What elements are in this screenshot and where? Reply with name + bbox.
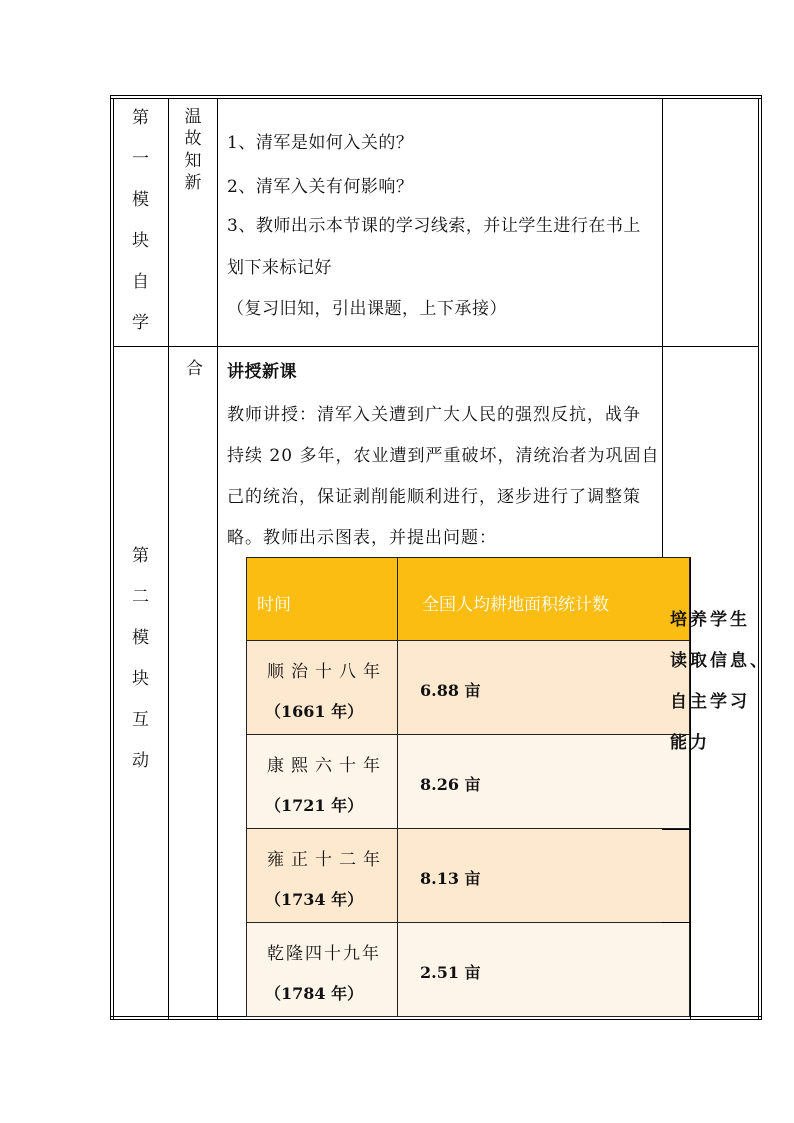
table-row-period-cell [246, 828, 398, 923]
module2-stage-char: 第 [132, 546, 149, 566]
module2-stage-char: 模 [132, 628, 149, 648]
table-row-area-cell [397, 734, 690, 829]
module1-question-3-cont: 划下来标记好 [227, 258, 332, 278]
module1-stage-char: 模 [132, 190, 149, 210]
module1-stage-char: 第 [132, 108, 149, 128]
module1-method-char: 温 [184, 107, 202, 127]
note-line: 培养学生 [670, 610, 750, 630]
row-area-value: 6.88 亩 [420, 681, 481, 700]
farmland-table [246, 557, 690, 1017]
divider-row-1 [113, 346, 759, 347]
row-period-year: （1721 年） [265, 796, 364, 815]
module1-stage-char: 块 [132, 231, 149, 251]
module1-method-label [169, 106, 217, 194]
table-row-area-cell [397, 922, 690, 1017]
module2-method-label: 合 [186, 359, 203, 379]
frame-right-line-inner [758, 98, 759, 1020]
row-period-year: （1784 年） [265, 984, 364, 1003]
frame-top-line-inner [110, 98, 762, 99]
table-row-area-cell [397, 828, 690, 923]
module2-paragraph-line: 略。教师出示图表，并提出问题： [227, 528, 497, 548]
row-period-name: 康熙六十年 [267, 756, 387, 776]
note-line: 能力 [670, 733, 710, 753]
note-cell-divider [662, 922, 690, 923]
table-row-period-cell [246, 640, 398, 735]
frame-top-line [110, 95, 762, 96]
note-cell-divider [662, 829, 690, 830]
table-header-area [397, 557, 690, 641]
module1-question-2: 2、清军入关有何影响？ [227, 177, 414, 197]
module1-method-char: 知 [184, 151, 202, 171]
row-period-year: （1661 年） [265, 702, 364, 721]
module2-stage-label [113, 536, 168, 782]
module2-paragraph-line: 己的统治，保证剥削能顺利进行，逐步进行了调整策 [227, 487, 641, 507]
module1-stage-char: 一 [132, 149, 149, 169]
frame-left-line [110, 95, 111, 1020]
module2-stage-char: 动 [132, 751, 149, 771]
module2-paragraph-line: 持续 20 多年，农业遭到严重破坏，清统治者为巩固自 [227, 446, 660, 466]
module1-stage-char: 自 [132, 272, 149, 292]
module2-stage-char: 二 [132, 587, 149, 607]
table-header-time [246, 557, 398, 641]
module2-stage-char: 互 [132, 710, 149, 730]
frame-bottom-line-inner [110, 1019, 762, 1020]
row-period-name: 乾隆四十九年 [267, 944, 381, 964]
module2-paragraph-line: 教师讲授：清军入关遭到广大人民的强烈反抗，战争 [227, 405, 641, 425]
module1-remark: （复习旧知，引出课题，上下承接） [227, 299, 507, 319]
module1-method-char: 新 [184, 173, 202, 193]
divider-col-3-top [662, 98, 663, 558]
divider-col-2 [217, 98, 218, 1019]
note-line: 读取信息、 [670, 651, 770, 671]
table-row-period-cell [246, 734, 398, 829]
module2-teaching-note [670, 600, 770, 764]
row-period-name: 顺治十八年 [267, 662, 387, 682]
frame-right-line [761, 95, 762, 1020]
module1-question-3: 3、教师出示本节课的学习线索，并让学生进行在书上 [227, 216, 641, 236]
module1-stage-label [113, 98, 168, 344]
table-header-time-text: 时间 [257, 595, 291, 615]
table-row-area-cell [397, 640, 690, 735]
module2-heading: 讲授新课 [227, 362, 297, 382]
divider-col-1 [168, 98, 169, 1019]
module2-stage-char: 块 [132, 669, 149, 689]
row-area-value: 2.51 亩 [420, 963, 481, 982]
row-area-value: 8.13 亩 [420, 869, 481, 888]
row-period-name: 雍正十二年 [267, 850, 387, 870]
module1-method-char: 故 [184, 129, 202, 149]
table-header-area-text: 全国人均耕地面积统计数 [422, 595, 609, 615]
note-line: 自主学习 [670, 692, 750, 712]
row-period-year: （1734 年） [265, 890, 364, 909]
module1-stage-char: 学 [132, 313, 149, 333]
table-row-period-cell [246, 922, 398, 1017]
module1-question-1: 1、清军是如何入关的？ [227, 133, 414, 153]
row-area-value: 8.26 亩 [420, 775, 481, 794]
